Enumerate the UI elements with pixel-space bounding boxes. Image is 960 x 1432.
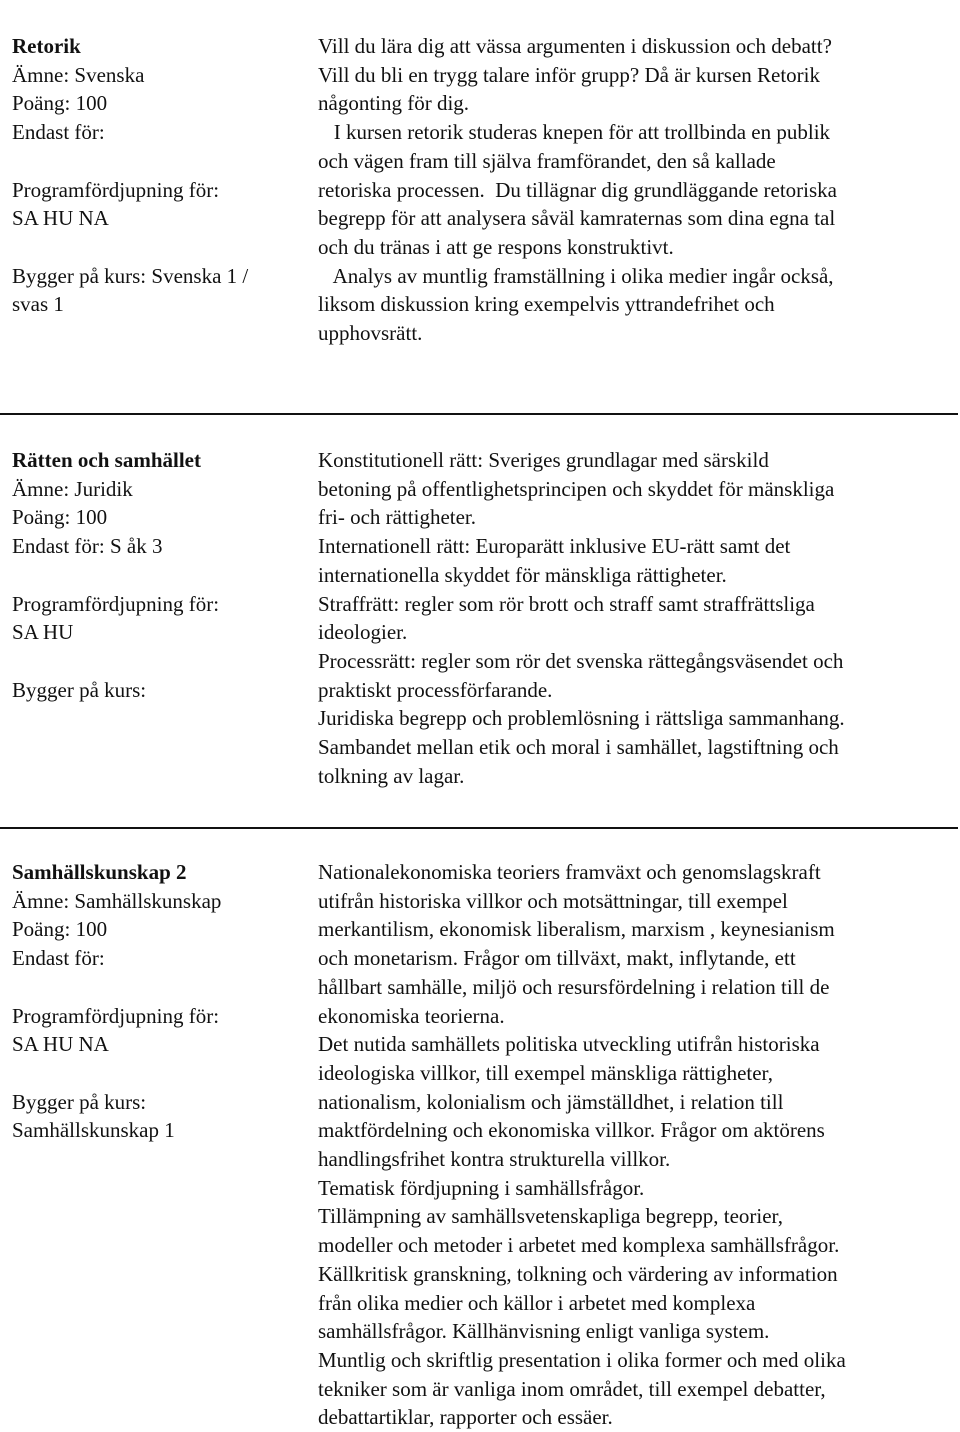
course-points: Poäng: 100 bbox=[12, 917, 108, 942]
desc-line: hållbart samhälle, miljö och resursfördelning i relation till de bbox=[318, 974, 830, 999]
course-points: Poäng: 100 bbox=[12, 505, 108, 530]
course-only-for: Endast för: bbox=[12, 946, 105, 971]
course-builds-on: Bygger på kurs: Svenska 1 / bbox=[12, 263, 249, 288]
desc-line: nationalism, kolonialism och jämställdhet, i relation till bbox=[318, 1089, 784, 1114]
desc-line: merkantilism, ekonomisk liberalism, marxism , keynesianism bbox=[318, 917, 835, 942]
desc-line: tekniker som är vanliga inom området, till exempel debatter, bbox=[318, 1376, 826, 1401]
course-title: Rätten och samhället bbox=[12, 448, 201, 472]
desc-line: I kursen retorik studeras knepen för att trollbinda en publik bbox=[318, 120, 831, 145]
course-program-value: SA HU NA bbox=[12, 206, 109, 231]
desc-line: Analys av muntlig framställning i olika medier ingår också, bbox=[318, 263, 834, 288]
course-description bbox=[318, 858, 948, 1432]
course-builds-on-cont: Samhällskunskap 1 bbox=[12, 1118, 175, 1143]
course-program-value: SA HU NA bbox=[12, 1032, 109, 1057]
desc-line: Källkritisk granskning, tolkning och värdering av information bbox=[318, 1261, 838, 1286]
desc-line: Tematisk fördjupning i samhällsfrågor. bbox=[318, 1175, 645, 1200]
desc-line: Processrätt: regler som rör det svenska rättegångsväsendet och bbox=[318, 648, 844, 673]
desc-line: utifrån historiska villkor och motsättningar, till exempel bbox=[318, 888, 788, 913]
course-program-value: SA HU bbox=[12, 620, 74, 645]
course-meta bbox=[12, 32, 302, 319]
course-meta bbox=[12, 858, 302, 1145]
course-meta bbox=[12, 446, 302, 704]
desc-line: ekonomiska teorierna. bbox=[318, 1003, 505, 1028]
desc-line: Konstitutionell rätt: Sveriges grundlagar med särskild bbox=[318, 448, 769, 472]
desc-line: handlingsfrihet kontra strukturella villkor. bbox=[318, 1147, 671, 1172]
course-program-label: Programfördjupning för: bbox=[12, 591, 220, 616]
desc-line: och vägen fram till själva framförandet, den så kallade bbox=[318, 148, 776, 173]
desc-line: tolkning av lagar. bbox=[318, 763, 465, 788]
course-program-label: Programfördjupning för: bbox=[12, 177, 220, 202]
desc-line: någonting för dig. bbox=[318, 91, 470, 116]
desc-line: Vill du bli en trygg talare inför grupp? Då är kursen Retorik bbox=[318, 62, 821, 87]
desc-line: maktfördelning och ekonomiska villkor. Frågor om aktörens bbox=[318, 1118, 825, 1143]
desc-line: praktiskt processförfarande. bbox=[318, 677, 553, 702]
desc-line: debattartiklar, rapporter och essäer. bbox=[318, 1405, 613, 1430]
course-description bbox=[318, 32, 948, 348]
course-title: Samhällskunskap 2 bbox=[12, 860, 187, 884]
desc-line: Internationell rätt: Europarätt inklusive EU-rätt samt det bbox=[318, 534, 791, 559]
course-title: Retorik bbox=[12, 34, 81, 58]
desc-line: modeller och metoder i arbetet med komplexa samhällsfrågor. bbox=[318, 1233, 840, 1258]
desc-line: begrepp för att analysera såväl kamraternas som dina egna tal bbox=[318, 206, 836, 231]
desc-line: ideologiska villkor, till exempel mänskliga rättigheter, bbox=[318, 1060, 773, 1085]
desc-line: Sambandet mellan etik och moral i samhället, lagstiftning och bbox=[318, 735, 839, 760]
course-builds-on: Bygger på kurs: bbox=[12, 1089, 147, 1114]
course-subject: Ämne: Svenska bbox=[12, 62, 145, 87]
course-subject: Ämne: Samhällskunskap bbox=[12, 888, 222, 913]
desc-line: och monetarism. Frågor om tillväxt, makt, inflytande, ett bbox=[318, 946, 796, 971]
course-only-for: Endast för: S åk 3 bbox=[12, 534, 163, 559]
course-only-for: Endast för: bbox=[12, 120, 105, 145]
desc-line: Muntlig och skriftlig presentation i olika former och med olika bbox=[318, 1347, 846, 1372]
course-description bbox=[318, 446, 948, 790]
desc-line: betoning på offentlighetsprincipen och skyddet för mänskliga bbox=[318, 476, 835, 501]
desc-line: Juridiska begrepp och problemlösning i rättsliga sammanhang. bbox=[318, 706, 845, 731]
course-points: Poäng: 100 bbox=[12, 91, 108, 116]
desc-line: Straffrätt: regler som rör brott och straff samt straffrättsliga bbox=[318, 591, 815, 616]
desc-line: fri- och rättigheter. bbox=[318, 505, 477, 530]
desc-line: Tillämpning av samhällsvetenskapliga begrepp, teorier, bbox=[318, 1204, 783, 1229]
desc-line: Vill du lära dig att vässa argumenten i diskussion och debatt? bbox=[318, 34, 832, 58]
desc-line: upphovsrätt. bbox=[318, 321, 423, 346]
course-program-label: Programfördjupning för: bbox=[12, 1003, 220, 1028]
desc-line: samhällsfrågor. Källhänvisning enligt vanliga system. bbox=[318, 1319, 770, 1344]
desc-line: ideologier. bbox=[318, 620, 408, 645]
course-builds-on: Bygger på kurs: bbox=[12, 677, 147, 702]
section-divider bbox=[0, 413, 958, 415]
desc-line: internationella skyddet för mänskliga rättigheter. bbox=[318, 562, 727, 587]
desc-line: retoriska processen. Du tillägnar dig grundläggande retoriska bbox=[318, 177, 838, 202]
desc-line: från olika medier och källor i arbetet med komplexa bbox=[318, 1290, 756, 1315]
desc-line: Det nutida samhällets politiska utveckling utifrån historiska bbox=[318, 1032, 820, 1057]
section-divider bbox=[0, 827, 958, 829]
course-subject: Ämne: Juridik bbox=[12, 476, 133, 501]
desc-line: liksom diskussion kring exempelvis yttrandefrihet och bbox=[318, 292, 775, 317]
desc-line: och du tränas i att ge respons konstruktivt. bbox=[318, 234, 674, 259]
course-builds-on-cont: svas 1 bbox=[12, 292, 64, 317]
desc-line: Nationalekonomiska teoriers framväxt och genomslagskraft bbox=[318, 860, 821, 884]
